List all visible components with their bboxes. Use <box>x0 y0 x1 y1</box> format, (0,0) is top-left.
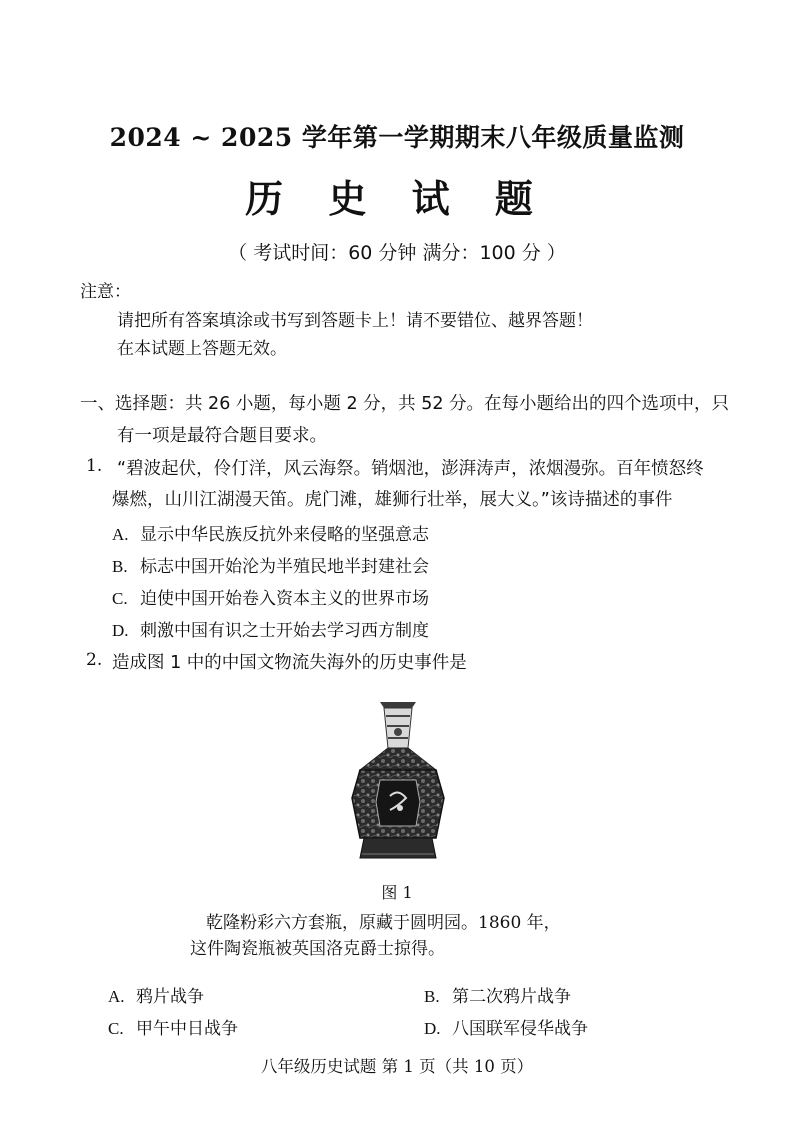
option-letter: B. <box>112 557 128 576</box>
vase-image <box>340 698 456 868</box>
option-a[interactable] <box>108 982 204 1007</box>
option-text: 标志中国开始沦为半殖民地半封建社会 <box>140 557 429 577</box>
page-footer: 八年级历史试题 第 1 页（共 10 页） <box>260 1057 534 1076</box>
option-b[interactable] <box>112 552 429 577</box>
option-letter: B. <box>424 987 440 1006</box>
notice-line: 在本试题上答题无效。 <box>117 339 287 359</box>
option-letter: D. <box>112 621 129 640</box>
option-b[interactable] <box>424 982 571 1007</box>
option-d[interactable] <box>112 616 429 641</box>
question-number: 1. <box>86 456 103 476</box>
option-a[interactable] <box>112 520 429 545</box>
option-d[interactable] <box>424 1014 588 1039</box>
option-text: 第二次鸦片战争 <box>452 987 571 1007</box>
option-text: 甲午中日战争 <box>136 1019 238 1039</box>
option-letter: C. <box>112 589 128 608</box>
notice-line: 请把所有答案填涂或书写到答题卡上！请不要错位、越界答题！ <box>117 311 593 331</box>
question-number: 2. <box>86 650 103 670</box>
option-letter: D. <box>424 1019 441 1038</box>
question-stem-line: “碧波起伏，伶仃洋，风云海祭。销烟池，澎湃涛声，浓烟漫弥。百年愤怒终 <box>117 459 704 479</box>
option-c[interactable] <box>108 1014 238 1039</box>
option-text: 八国联军侵华战争 <box>452 1019 588 1039</box>
exam-title: 2024 ~ 2025 学年第一学期期末八年级质量监测 <box>109 123 685 152</box>
question-stem-line: 造成图 1 中的中国文物流失海外的历史事件是 <box>112 653 467 673</box>
notice-label: 注意： <box>80 282 131 302</box>
option-letter: C. <box>108 1019 124 1038</box>
exam-info: （ 考试时间：60 分钟 满分：100 分 ） <box>228 242 566 264</box>
figure-label: 图 1 <box>381 883 413 902</box>
option-letter: A. <box>112 525 129 544</box>
option-text: 刺激中国有识之士开始去学习西方制度 <box>140 621 429 641</box>
subject-title: 历 史 试 题 <box>245 176 549 221</box>
option-text: 鸦片战争 <box>136 987 204 1007</box>
section-heading-continued: 有一项是最符合题目要求。 <box>117 426 327 446</box>
option-c[interactable] <box>112 584 429 609</box>
section-heading: 一、选择题：共 26 小题，每小题 2 分，共 52 分。在每小题给出的四个选项中，只 <box>80 394 730 414</box>
option-text: 显示中华民族反抗外来侵略的坚强意志 <box>140 525 429 545</box>
option-letter: A. <box>108 987 125 1006</box>
question-stem-line: 爆燃，山川江湖漫天笛。虎门滩，雄狮行壮举，展大义。”该诗描述的事件 <box>112 490 673 510</box>
figure-caption-line: 这件陶瓷瓶被英国洛克爵士掠得。 <box>190 939 445 959</box>
option-text: 迫使中国开始卷入资本主义的世界市场 <box>140 589 429 609</box>
figure-caption-line: 乾隆粉彩六方套瓶，原藏于圆明园。1860 年， <box>206 913 561 933</box>
